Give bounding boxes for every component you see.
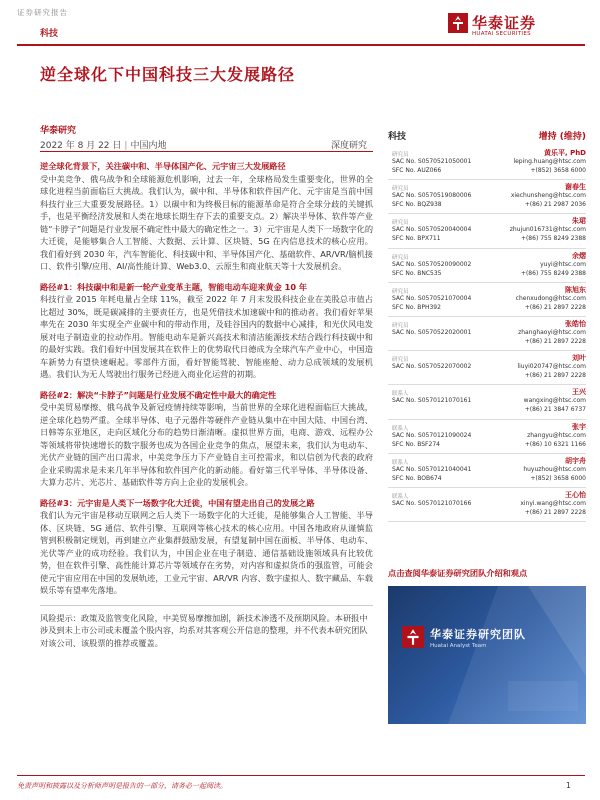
analyst-email[interactable]: xiechunsheng@htsc.com (510, 192, 586, 200)
analyst-card (388, 214, 586, 248)
analyst-sac: SAC No. S0570522020001 (392, 328, 472, 336)
analyst-row-sac (392, 295, 586, 302)
analyst-phone: +(86) 21 2897 2228 (524, 372, 586, 380)
sidebar (388, 124, 586, 522)
analyst-sfc: SFC No. BPH392 (392, 303, 441, 311)
banner-title: 华泰证券研究团队 (430, 628, 526, 641)
analyst-role: 联系人 (392, 493, 409, 500)
page-number: 1 (566, 781, 571, 790)
analyst-name: 黄乐平, PhD (543, 149, 586, 157)
analyst-name: 刘叶 (572, 354, 586, 363)
analyst-sfc: SFC No. AUZ066 (392, 167, 442, 174)
analyst-card (388, 146, 586, 180)
analyst-card (388, 249, 586, 283)
analyst-name: 朱珺 (572, 217, 586, 226)
analyst-row-sac (392, 158, 586, 165)
analyst-email[interactable]: liuyi020747@htsc.com (517, 363, 586, 371)
analyst-role: 研究员 (392, 220, 409, 227)
analyst-row-sfc (392, 475, 586, 482)
analyst-row-sac (392, 226, 586, 233)
analyst-role: 联系人 (392, 459, 409, 466)
banner-subtitle: Huatai Analyst Team (430, 643, 487, 649)
analyst-phone: +(86) 10 6321 1166 (524, 440, 586, 448)
disclaimer: 免责声明和披露以及分析师声明是报告的一部分，请务必一起阅读。 (17, 782, 227, 790)
analyst-phone: +(86) 755 8249 2388 (520, 269, 586, 277)
analyst-card (388, 488, 586, 522)
analyst-sac: SAC No. S0570121070166 (392, 499, 472, 507)
analyst-sac: SAC No. S0570519080006 (392, 192, 472, 200)
analyst-email[interactable]: chenxudong@htsc.com (515, 294, 586, 302)
analyst-name: 王兴 (572, 388, 586, 397)
analyst-phone: +(852) 3658 6000 (530, 167, 586, 174)
analyst-row-sac (392, 192, 586, 199)
report-title: 逆全球化下中国科技三大发展路径 (40, 65, 296, 84)
analyst-name: 余熠 (572, 251, 586, 260)
section-body: 受中美竞争、俄乌战争和全球能源危机影响，过去一年，全球格局发生重要变化，世界的全球化进程当前面临巨大挑战。我们认为，碳中和、半导体和软件国产化、元宇宙是当前中国科技行业三大重要发展路径。1）以碳中和为终极目标的能源革命是符合全球分歧的关键抓手，也是平衡经济发展和人类在地球长期生存下去的重要支点。2）解决半导体、软件等产业链“卡脖子”问题是行业发展不确定性中最大的确定性之一。3）元宇宙是人类下一场数字化的大迁徙，是能够集合人工智能、大数据、云计算、区块链、5G 在内信息技术的核心应用。我们看好到 2030 年，汽车智能化、科技碳中和、半导体国产化、基础软件、AR/VR/脑机接口、软件引擎/应用、AI/高性能计算、Web3.0、云原生和商业航天等十大发展机会。 (40, 173, 374, 271)
analyst-name: 谢春生 (565, 183, 586, 192)
analyst-name: 张宇 (572, 422, 586, 431)
team-intro-link[interactable]: 点击查阅华泰证券研究团队介绍和观点 (388, 568, 528, 578)
analyst-phone: +(86) 21 2897 2228 (524, 337, 586, 345)
analyst-role: 研究员 (392, 322, 409, 329)
analyst-row-sac (392, 397, 586, 404)
rating-sector: 科技 (388, 131, 407, 142)
analyst-card (388, 351, 586, 385)
huatai-logo-icon (402, 626, 424, 648)
logo-text-en: HUATAI SECURITIES (472, 31, 531, 37)
analyst-sac: SAC No. S0570522070002 (392, 363, 472, 371)
analyst-email[interactable]: zhangyu@htsc.com (527, 431, 586, 439)
team-banner[interactable] (388, 586, 586, 724)
analyst-email[interactable]: yuyi@htsc.com (540, 260, 586, 268)
report-type-label: 证券研究报告 (17, 8, 68, 17)
analyst-sac: SAC No. S0570121090024 (392, 431, 472, 439)
risk-warning: 风险提示：政策及监管变化风险，中美贸易摩擦加剧，新技术渗透不及预期风险。本研报中涉及到未上市公司或未覆盖个股内容，均系对其客观公开信息的整理，并不代表本研究团队对该公司、该股票的推荐或覆盖。 (40, 605, 373, 650)
analyst-row-sfc (392, 509, 586, 516)
analyst-card (388, 180, 586, 214)
analyst-phone: +(86) 21 2897 2228 (524, 508, 586, 516)
analyst-row-sac (392, 466, 586, 473)
analyst-sfc: SFC No. BNC535 (392, 269, 442, 277)
analyst-phone: +(86) 21 2987 2036 (524, 201, 586, 209)
analyst-row-sfc (392, 372, 586, 379)
analyst-role: 研究员 (392, 254, 409, 261)
analyst-name: 陈旭东 (565, 285, 586, 294)
analyst-row-sfc (392, 304, 586, 311)
research-org: 华泰研究 (40, 126, 77, 136)
analyst-row-sfc (392, 201, 586, 208)
analyst-role: 联系人 (392, 425, 409, 432)
analyst-sac: SAC No. S0570520040004 (392, 226, 472, 234)
report-kind: 深度研究 (331, 141, 368, 151)
analyst-name: 张皓怡 (565, 319, 586, 328)
analyst-email[interactable]: zhanghaoyi@htsc.com (518, 328, 586, 336)
analyst-name: 胡宇舟 (565, 456, 586, 465)
analyst-sac: SAC No. S0570521050001 (392, 158, 472, 165)
report-meta (40, 138, 370, 151)
banner-decoration-icon (388, 586, 586, 724)
analyst-name: 王心怡 (565, 490, 586, 499)
analyst-row-sfc (392, 441, 586, 448)
section-body: 我们认为元宇宙是移动互联网之后人类下一场数字化的大迁徙，是能够集合人工智能、半导体、区块链、5G 通信、软件引擎、互联网等核心技术的核心应用。中国各地政府从谨慎监管到积极制定规划，再到建立产业集群鼓励发展，有望复制中国在面板、半导体、电动车、光伏等产业的成功经验。我们认为，中国企业在电子制造、通信基础设施领域具有比较优势，但在软件引擎、高性能计算芯片等领域存在劣势，对内容和虚拟货币的强监管，可能会使元宇宙应用在中国的发展轨迹，工业元宇宙、AR/VR 内容、数字虚拟人、数字藏品、车载娱乐等有望率先落地。 (40, 510, 373, 595)
section-heading: 路径#2：解决“卡脖子”问题是行业发展不确定性中最大的确定性 (40, 389, 277, 400)
analyst-role: 研究员 (392, 186, 409, 193)
section-body: 受中美贸易摩擦、俄乌战争及新冠疫情持续等影响，当前世界的全球化进程面临巨大挑战，逆全球化趋势严重。全球半导体、电子元器件等硬件产业链从集中在中国大陆、中国台湾、日韩等东亚地区，走向区域化分布的趋势日渐清晰。虚拟世界方面，电商、游戏、远程办公等领域将带快速增长的数字服务也成为各国企业竞争的焦点，展望未来，我们认为电动车、光伏产业链的国产出口需求，中美竞争压力下产业链自主可控需求，和以信创为代表的政府企业采购需求是未来几年半导体和软件国产化的新动能。看好第三代半导体、半导体设备、大算力芯片、光芯片、基础软件等方向上企业的发展机会。 (40, 402, 373, 487)
analyst-sac: SAC No. S0570121040041 (392, 465, 472, 473)
main-content (40, 160, 373, 649)
analyst-row-sfc (392, 270, 586, 277)
analyst-email[interactable]: huyuzhou@htsc.com (523, 465, 586, 473)
analyst-email[interactable]: wangxing@htsc.com (523, 397, 586, 405)
analyst-list (388, 146, 586, 522)
section-heading: 逆全球化背景下，关注碳中和、半导体国产化、元宇宙三大发展路径 (40, 161, 286, 171)
header-divider (17, 44, 585, 46)
analyst-phone: +(86) 755 8249 2388 (520, 235, 586, 243)
analyst-sac: SAC No. S0570520090002 (392, 260, 472, 268)
analyst-sac: SAC No. S0570521070004 (392, 294, 472, 302)
analyst-card (388, 420, 586, 454)
analyst-card (388, 317, 586, 351)
rating-value: 增持 (维持) (538, 131, 586, 142)
analyst-role: 联系人 (392, 391, 409, 398)
analyst-row-sac (392, 500, 586, 507)
analyst-row-sfc (392, 406, 586, 413)
analyst-email[interactable]: leping.huang@htsc.com (513, 158, 586, 165)
analyst-phone: +(86) 21 3847 6737 (524, 406, 586, 414)
analyst-sfc: SFC No. BOB674 (392, 474, 442, 482)
analyst-card (388, 283, 586, 317)
analyst-sfc: SFC No. BPX711 (392, 235, 441, 243)
analyst-phone: +(852) 3658 6000 (530, 474, 586, 482)
analyst-email[interactable]: zhujun016731@htsc.com (509, 226, 586, 234)
huatai-logo-icon (448, 13, 468, 33)
analyst-row-sac (392, 363, 586, 370)
analyst-card (388, 385, 586, 419)
meta-divider (40, 151, 373, 152)
rating-row (388, 124, 586, 146)
analyst-sac: SAC No. S0570121070161 (392, 397, 472, 405)
footer-divider (17, 775, 585, 776)
meta-separator: | (124, 141, 128, 151)
sector-label: 科技 (40, 29, 59, 39)
report-region: 中国内地 (130, 141, 167, 151)
analyst-sfc: SFC No. BSF274 (392, 440, 440, 448)
analyst-phone: +(86) 21 2897 2228 (524, 303, 586, 311)
logo-text-cn: 华泰证券 (472, 14, 537, 32)
analyst-row-sfc (392, 167, 586, 174)
analyst-role: 研究员 (392, 357, 409, 364)
analyst-sfc: SFC No. BQZ938 (392, 201, 442, 209)
analyst-email[interactable]: xinyi.wang@htsc.com (520, 499, 586, 507)
analyst-row-sac (392, 432, 586, 439)
section-body: 科技行业 2015 年耗电量占全球 11%，截至 2022 年 7 月末发股科技企业在美股总市值占比超过 30%，既是碳减排的主要责任方，也是凭借技术加速碳中和的推动者。我们看好苹果率先在 2030 年实现全产业碳中和的带动作用，及硅谷国内的数据中心减排，和光伏风电发展对电子制造业的拉动作用。智能电动车是新兴高技术和清洁能源技术结合践行科技碳中和的最好实践。我们看好中国发展其在软件上的优势取代日德成为全球汽车产业中心，中国造车新势力有望快速崛起。零部件方面，看好智能驾驶、智能座舱、动力总成领域的发展机遇。我们认为无人驾驶出行服务已经进入商业化运营的初期。 (40, 294, 373, 379)
company-logo (448, 12, 578, 42)
section-heading: 路径#3：元宇宙是人类下一场数字化大迁徙，中国有望走出自己的发展之路 (40, 497, 315, 508)
report-date: 2022 年 8 月 22 日 (40, 141, 122, 151)
analyst-role: 研究员 (392, 288, 409, 295)
analyst-row-sfc (392, 338, 586, 345)
analyst-role: 研究员 (392, 152, 409, 158)
analyst-row-sac (392, 261, 586, 268)
section-heading: 路径#1：科技碳中和是新一轮产业变革主题，智能电动车迎来黄金 10 年 (40, 281, 308, 292)
analyst-row-sfc (392, 235, 586, 242)
analyst-card (388, 454, 586, 488)
analyst-row-sac (392, 329, 586, 336)
